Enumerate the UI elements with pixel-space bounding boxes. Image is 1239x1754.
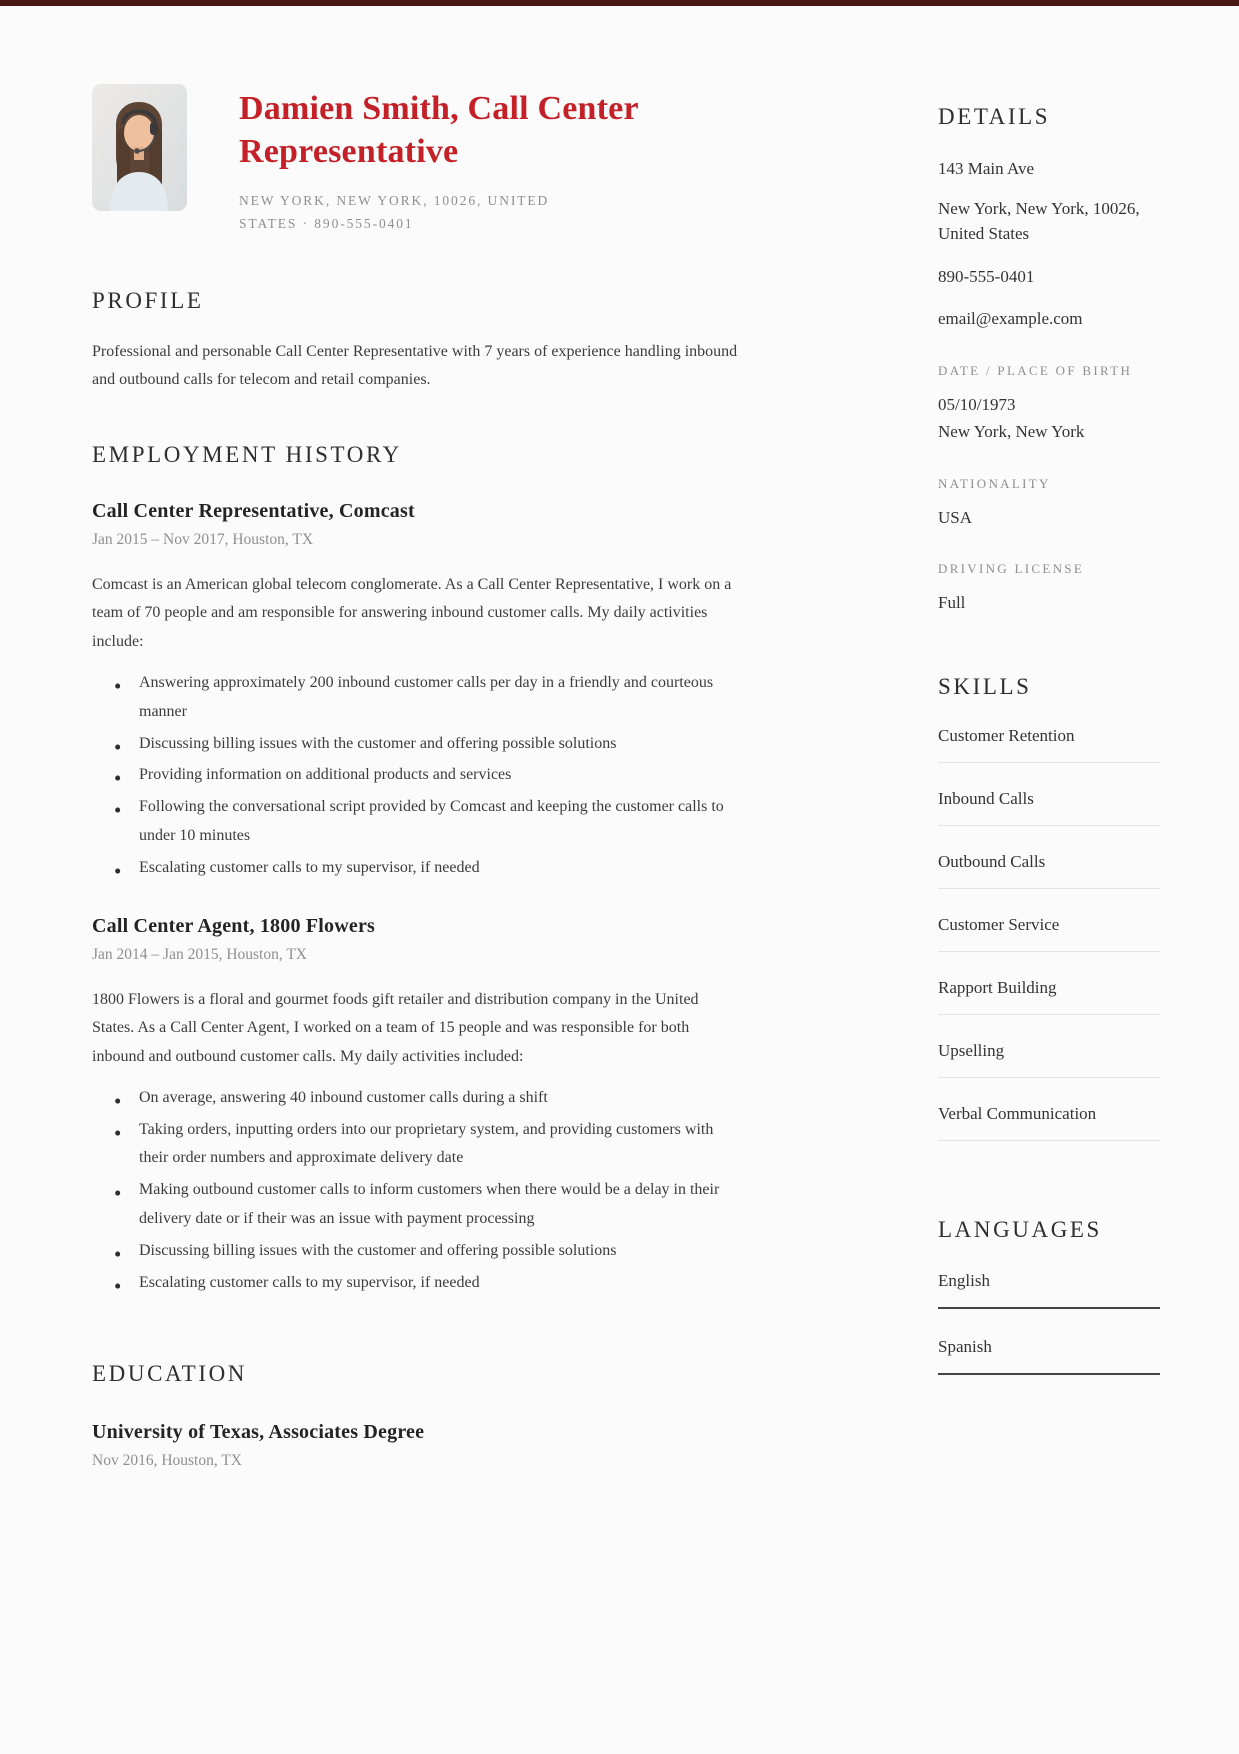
skill-item: Inbound Calls <box>938 789 1160 826</box>
section-languages <box>938 1217 1160 1375</box>
resume-header <box>92 84 742 236</box>
job-bullet: • Answering approximately 200 inbound customer calls per day in a friendly and courteous manner <box>139 669 742 727</box>
job-bullet: • Escalating customer calls to my supervisor, if needed <box>139 854 742 883</box>
job-bullet-list <box>92 669 742 883</box>
job-date: Jan 2014 – Jan 2015, Houston, TX <box>92 945 307 963</box>
address-line-1: 143 Main Ave <box>938 159 1035 178</box>
employment-heading: EMPLOYMENT HISTORY <box>92 441 402 467</box>
job-bullet: • Discussing billing issues with the customer and offering possible solutions <box>139 1237 742 1266</box>
section-details <box>938 104 1160 616</box>
languages-heading: LANGUAGES <box>938 1216 1102 1242</box>
language-item: English <box>938 1271 1160 1309</box>
job-bullet: • Escalating customer calls to my supervisor, if needed <box>139 1269 742 1298</box>
job-bullet: • Taking orders, inputting orders into our proprietary system, and providing customers with their order numbers and approximate delivery date <box>139 1116 742 1174</box>
profile-photo-image <box>92 84 187 211</box>
page-layout <box>0 6 1239 1470</box>
job-title: Call Center Agent, 1800 Flowers <box>92 914 376 937</box>
contact-info: NEW YORK, NEW YORK, 10026, UNITED STATES · 890-555-0401 <box>239 192 550 231</box>
skill-item: Customer Service <box>938 915 1160 952</box>
address-line-2: New York, New York, 10026, United States <box>938 198 1140 243</box>
job-entry-1800-flowers <box>92 915 742 1298</box>
birth-date: 05/10/1973 <box>938 394 1016 414</box>
main-column <box>92 6 742 1470</box>
section-profile <box>92 288 742 394</box>
language-item: Spanish <box>938 1337 1160 1375</box>
birth-place: New York, New York <box>938 422 1085 441</box>
sidebar-column <box>938 6 1160 1470</box>
driving-license-label: DRIVING LICENSE <box>938 561 1085 576</box>
education-date: Nov 2016, Houston, TX <box>92 1452 242 1470</box>
skill-item: Upselling <box>938 1041 1160 1078</box>
education-heading: EDUCATION <box>92 1361 247 1387</box>
section-employment-history <box>92 442 742 1298</box>
job-bullet: • Discussing billing issues with the customer and offering possible solutions <box>139 730 742 759</box>
email-address: email@example.com <box>938 309 1083 328</box>
driving-license-value: Full <box>938 593 966 612</box>
job-bullet: • Following the conversational script provided by Comcast and keeping the customer calls to under 10 minutes <box>139 793 742 851</box>
birth-label: DATE / PLACE OF BIRTH <box>938 362 1133 378</box>
education-entry <box>92 1421 742 1470</box>
skill-item: Rapport Building <box>938 978 1160 1015</box>
profile-photo <box>92 84 187 211</box>
job-bullet: • Making outbound customer calls to inform customers when there would be a delay in their delivery date or if their was an issue with payment processing <box>139 1176 742 1234</box>
details-heading: DETAILS <box>938 104 1051 129</box>
job-bullet: • On average, answering 40 inbound customer calls during a shift <box>139 1084 742 1113</box>
job-date: Jan 2015 – Nov 2017, Houston, TX <box>92 530 314 548</box>
job-bullet: • Providing information on additional products and services <box>139 761 742 790</box>
job-intro: 1800 Flowers is a floral and gourmet foods gift retailer and distribution company in the United States. As a Call Center Agent, I worked on a team of 15 people and was responsible for both inbound and outbound customer calls. My daily activities included: <box>92 990 699 1066</box>
profile-heading: PROFILE <box>92 287 204 313</box>
name-block <box>239 84 709 236</box>
job-entry-comcast <box>92 500 742 883</box>
skill-item: Verbal Communication <box>938 1104 1160 1141</box>
job-intro: Comcast is an American global telecom conglomerate. As a Call Center Representative, I work on a team of 70 people and am responsible for answering inbound customer calls. My daily activities include: <box>92 575 732 651</box>
section-education <box>92 1361 742 1470</box>
skill-item: Customer Retention <box>938 726 1160 763</box>
phone-number: 890-555-0401 <box>938 266 1035 286</box>
profile-text: Professional and personable Call Center Representative with 7 years of experience handling inbound and outbound calls for telecom and retail companies. <box>92 342 738 388</box>
skills-heading: SKILLS <box>938 673 1032 699</box>
resume-name: Damien Smith, Call Center Representative <box>239 90 639 170</box>
skill-item: Outbound Calls <box>938 852 1160 889</box>
nationality-value: USA <box>938 507 973 527</box>
education-school: University of Texas, Associates Degree <box>92 1421 425 1444</box>
section-skills <box>938 674 1160 1141</box>
job-bullet-list <box>92 1084 742 1298</box>
job-title: Call Center Representative, Comcast <box>92 499 415 522</box>
nationality-label: NATIONALITY <box>938 475 1051 491</box>
